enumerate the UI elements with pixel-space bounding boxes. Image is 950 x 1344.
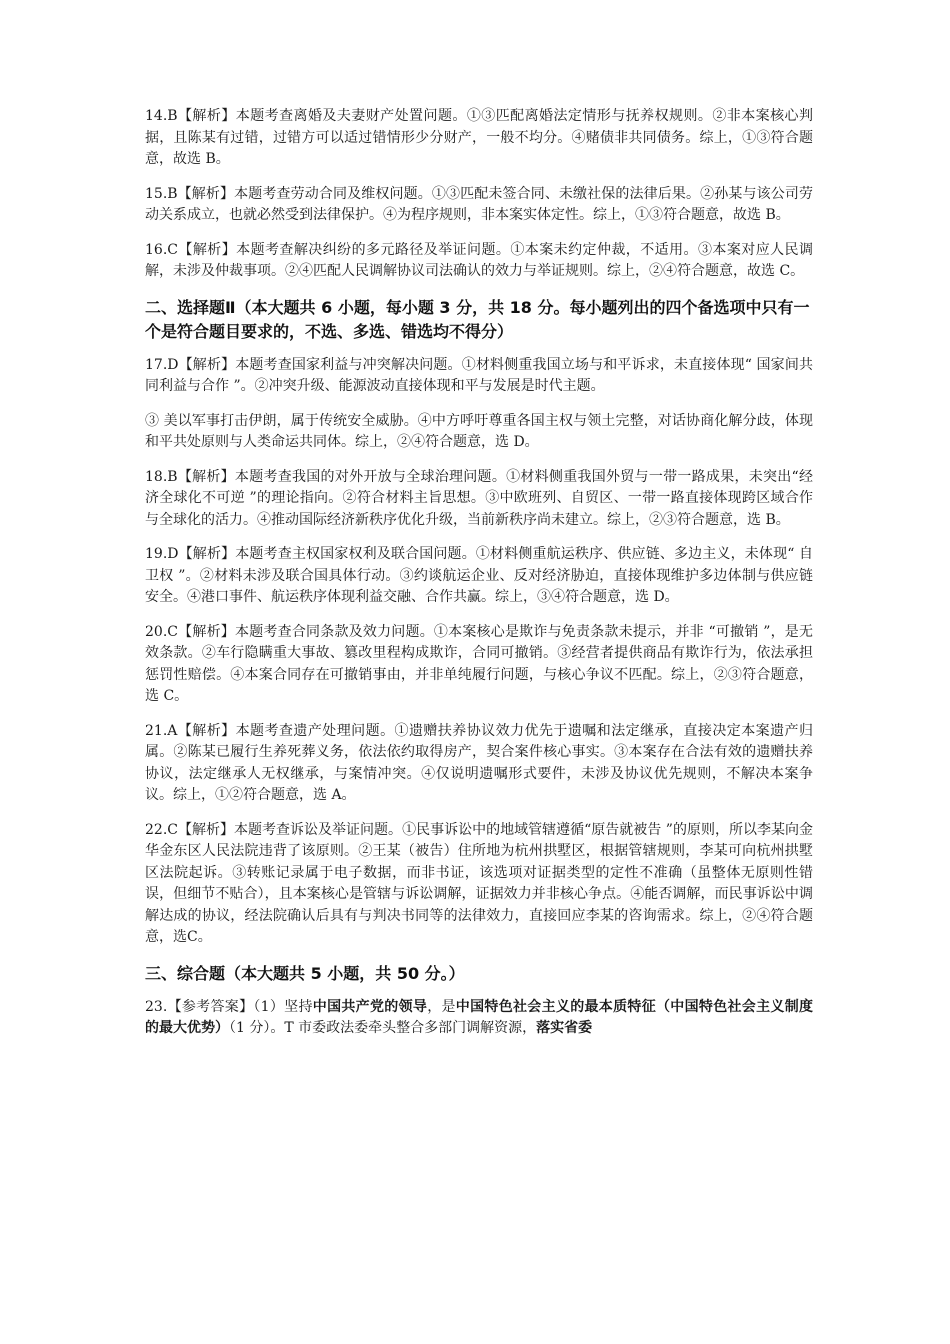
q23-mid2: （1 分）。T 市委政法委牵头整合多部门调解资源， <box>229 1020 537 1036</box>
answer-q22: 22.C【解析】本题考查诉讼及举证问题。①民事诉讼中的地域管辖遵循“原告就被告 ”的原则，所以李某向金华金东区人民法院违背了该原则。②王某（被告）住所地为杭州拱墅区，根据管辖规则，李某可向杭州拱墅区法院起诉。③转账记录属于电子数据，而非书证，该选项对证据类型的定性不准确（虽整体无原则性错误，但细节不贴合），且本案核心是管辖与诉讼调解，证据效力并非核心争点。④能否调解，而民事诉讼中调解达成的协议，经法院确认后具有与判决书同等的法律效力，直接回应李某的咨询需求。综上，②④符合题意，选C。 <box>145 821 813 945</box>
answer-q17-part2: ③ 美以军事打击伊朗，属于传统安全威胁。④中方呼吁尊重各国主权与领土完整，对话协商化解分歧，体现和平共处原则与人类命运共同体。综上，②④符合题意，选 D。 <box>145 412 813 450</box>
answer-q14: 14.B【解析】本题考查离婚及夫妻财产处置问题。①③匹配离婚法定情形与抚养权规则。②非本案核心判据，且陈某有过错，过错方可以适过错情形少分财产，一般不均分。④赌债非共同债务。综上，①③符合题意，故选 B。 <box>145 108 813 167</box>
q23-mid1: ，是 <box>427 998 456 1015</box>
section-heading-3: 三、综合题（本大题共 5 小题，共 50 分。） <box>145 963 465 983</box>
answer-q19: 19.D【解析】本题考查主权国家权利及联合国问题。①材料侧重航运秩序、供应链、多边主义，未体现“ 自卫权 ”。②材料未涉及联合国具体行动。③约谈航运企业、反对经济胁迫，直接体现维护多边体制与供应链安全。④港口事件、航运秩序体现利益交融、合作共赢。综上，③④符合题意，选 D。 <box>145 546 813 605</box>
answer-q21: 21.A【解析】本题考查遗产处理问题。①遗赠扶养协议效力优先于遗嘱和法定继承，直接决定本案遗产归属。②陈某已履行生养死葬义务，依法依约取得房产，契合案件核心事实。③本案存在合法有效的遗赠扶养协议，法定继承人无权继承，与案情冲突。④仅说明遗嘱形式要件，未涉及协议优先规则，不解决本案争议。综上，①②符合题意，选 A。 <box>145 722 813 803</box>
answer-q23 <box>145 997 813 1040</box>
answer-q18: 18.B【解析】本题考查我国的对外开放与全球治理问题。①材料侧重我国外贸与一带一路成果，未突出“经济全球化不可逆 ”的理论指向。②符合材料主旨思想。③中欧班列、自贸区、一带一路直接体现跨区域合作与全球化的活力。④推动国际经济新秩序优化升级，当前新秩序尚未建立。综上，②③符合题意，选 B。 <box>145 468 813 528</box>
q23-bold-party-leadership: 中国共产党的领导 <box>312 998 428 1015</box>
q23-bold-essential-feature: 中国特色社会主义的最本质特征（中国特色社会主义制度的最大优势） <box>145 998 814 1036</box>
answer-q20: 20.C【解析】本题考查合同条款及效力问题。①本案核心是欺诈与免责条款未提示，并非 “可撤销 ”，是无效条款。②车行隐瞒重大事故、篡改里程构成欺诈，合同可撤销。③经营者提供商品有欺诈行为，依法承担惩罚性赔偿。④本案合同存在可撤销事由，并非单纯履行问题，与核心争议不匹配。综上，②③符合题意，选 C。 <box>145 623 813 704</box>
answer-q16: 16.C【解析】本题考查解决纠纷的多元路径及举证问题。①本案未约定仲裁，不适用。③本案对应人民调解，未涉及仲裁事项。②④匹配人民调解协议司法确认的效力与举证规则。综上，②④符合题意，故选 C。 <box>145 241 813 279</box>
section-heading-2: 二、选择题Ⅱ（本大题共 6 小题，每小题 3 分，共 18 分。每小题列出的四个备选项中只有一个是符合题目要求的，不选、多选、错选均不得分） <box>145 297 810 341</box>
answer-page <box>145 106 813 1053</box>
answer-q17-part1: 17.D【解析】本题考查国家利益与冲突解决问题。①材料侧重我国立场与和平诉求，未直接体现“ 国家间共同利益与合作 ”。②冲突升级、能源波动直接体现和平与发展是时代主题。 <box>145 356 813 394</box>
q23-prefix: 23.【参考答案】（1）坚持 <box>145 998 313 1015</box>
answer-q15: 15.B【解析】本题考查劳动合同及维权问题。①③匹配未签合同、未缴社保的法律后果。②孙某与该公司劳动关系成立，也就必然受到法律保护。④为程序规则，非本案实体定性。综上，①③符合题意，故选 B。 <box>145 185 813 223</box>
q23-bold-implement: 落实省委 <box>536 1020 593 1036</box>
